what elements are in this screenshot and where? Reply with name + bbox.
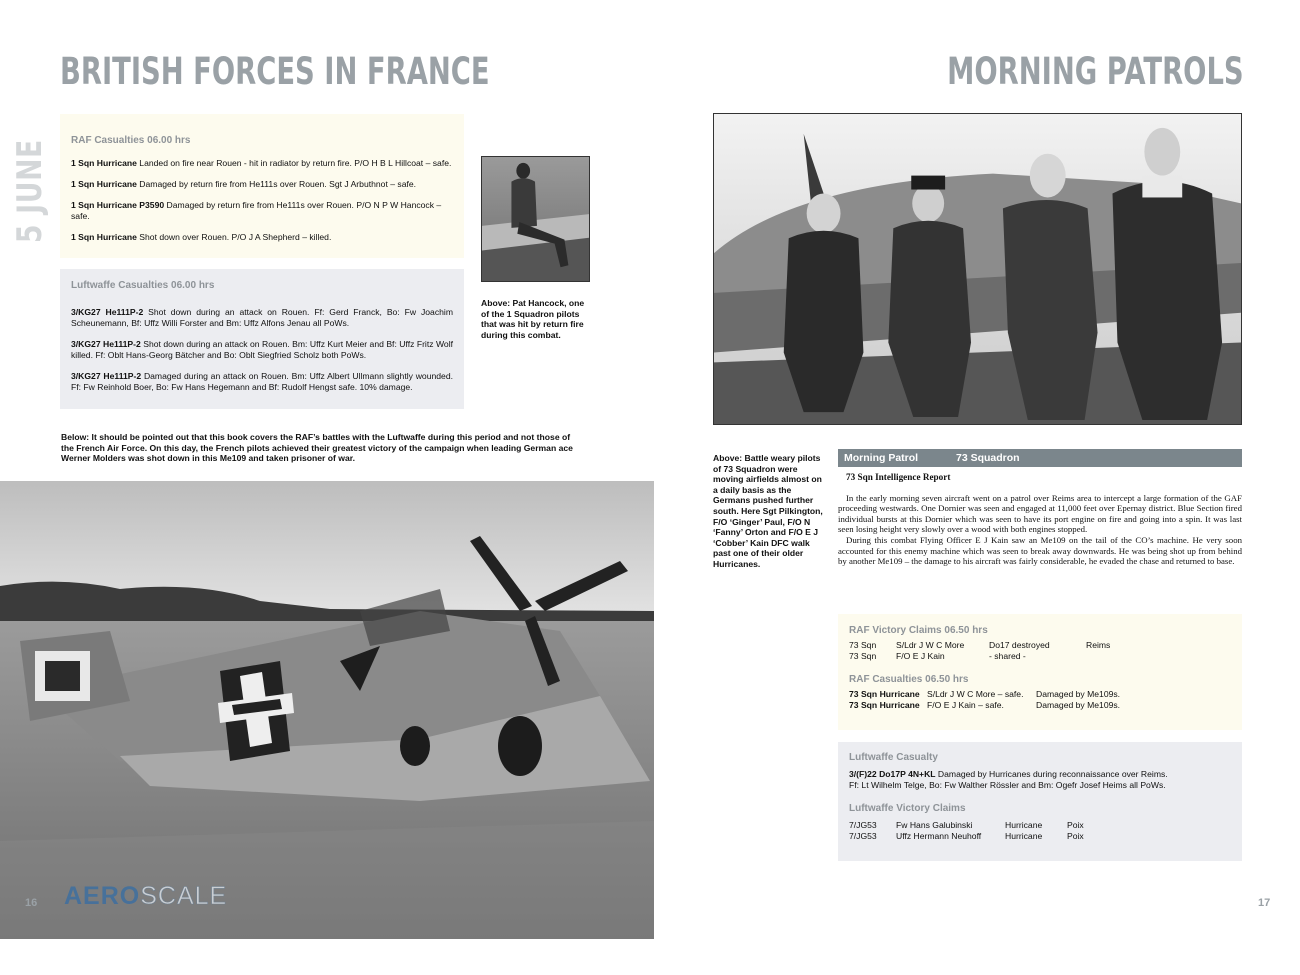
box-title: RAF Casualties 06.50 hrs (849, 674, 969, 685)
luftwaffe-casualty-entry: 3/(F)22 Do17P 4N+KL Damaged by Hurricanes during reconnaissance over Reims. (849, 769, 1168, 779)
photo-me109-image (0, 481, 654, 939)
photo-me109 (0, 481, 654, 939)
watermark-part-b: SCALE (140, 882, 228, 910)
page-title-left: BRITISH FORCES IN FRANCE (60, 50, 490, 93)
box-title: Luftwaffe Casualties 06.00 hrs (71, 280, 215, 291)
report-title: 73 Sqn Intelligence Report (846, 472, 951, 482)
casualty-entry: 3/KG27 He111P-2 Shot down during an attack on Rouen. Ff: Gerd Franck, Bo: Fw Joachim Scheunemann, Bf: Uffz Willi Forster and Bm: Uffz Alfons Jenau all PoWs. (71, 307, 453, 328)
caption-hancock: Above: Pat Hancock, one of the 1 Squadron pilots that was hit by return fire during this combat. (481, 298, 585, 340)
victory-row: 7/JG53 Uffz Hermann Neuhoff Hurricane Poix (849, 831, 1084, 841)
report-header-right: 73 Squadron (956, 452, 1020, 464)
watermark-part-a: AERO (64, 882, 141, 910)
victory-row: 73 Sqn F/O E J Kain - shared - (849, 651, 1026, 661)
caption-pilots: Above: Battle weary pilots of 73 Squadron were moving airfields almost on a daily basis as the Germans pushed further south. Here Sgt Pilkington, F/O ‘Ginger’ Paul, F/O N ‘Fanny’ Orton and F/O E J ‘Cobber’ Kain DFC walk past one of their older Hurricanes. (713, 453, 823, 569)
aeroscale-watermark (64, 882, 227, 911)
raf-victory-box (838, 614, 1242, 730)
photo-pat-hancock-image (482, 157, 589, 281)
luftwaffe-casualties-box (60, 269, 464, 409)
luftwaffe-casualty-crew: Ff: Lt Wilhelm Telge, Bo: Fw Walther Rössler and Bm: Ogefr Josef Heims all PoWs. (849, 780, 1166, 790)
page-number-right: 17 (1258, 897, 1271, 909)
casualty-entry: 1 Sqn Hurricane Landed on fire near Rouen - hit in radiator by return fire. P/O H B L Hillcoat – safe. (71, 158, 452, 168)
report-paragraph: In the early morning seven aircraft went on a patrol over Reims area to intercept a large formation of the GAF proceeding westwards. One Dornier was seen and engaged at 11,000 feet over Epernay district. Blue Section fired individual bursts at this Dornier which was seen to have its port engine on fire and going into a spin. It was last seen losing height very slowly over a wood with both engines stopped. (838, 492, 1242, 535)
casualty-entry: 1 Sqn Hurricane Damaged by return fire from He111s over Rouen. Sgt J Arbuthnot – safe. (71, 179, 417, 189)
casualty-entry: 3/KG27 He111P-2 Damaged during an attack on Rouen. Bm: Uffz Albert Ullmann slightly wounded. Ff: Fw Reinhold Boer, Bo: Fw Hans Hegemann and Bf: Rudolf Hengst safe. 10% damage. (71, 371, 453, 392)
casualty-entry: 3/KG27 He111P-2 Shot down during an attack on Rouen. Bm: Uffz Kurt Meier and Bf: Uffz Fritz Wolf killed. Ff: Oblt Hans-Georg Bätcher and Bo: Oblt Siegfried Scholz both PoWs. (71, 339, 453, 360)
raf-casualties-box (60, 114, 464, 258)
report-header-left: Morning Patrol (844, 452, 919, 464)
box-title: RAF Casualties 06.00 hrs (71, 135, 191, 146)
caption-me109: Below: It should be pointed out that this book covers the RAF’s battles with the Luftwaffe during this period and not those of the French Air Force. On this day, the French pilots achieved their greatest victory of the campaign when leading German ace Werner Molders was shot down in this Me109 and taken prisoner of war. (61, 432, 573, 464)
casualty-entry: 1 Sqn Hurricane P3590 Damaged by return fire from He111s over Rouen. P/O N P W Hancock – safe. (71, 200, 442, 221)
photo-73-squadron-pilots (713, 113, 1242, 425)
report-header (838, 449, 1242, 467)
intelligence-report (838, 472, 1242, 567)
box-title: Luftwaffe Victory Claims (849, 803, 966, 814)
luftwaffe-casualty-box (838, 742, 1242, 861)
victory-row: 7/JG53 Fw Hans Galubinski Hurricane Poix (849, 820, 1084, 830)
casualty-row: 73 Sqn Hurricane F/O E J Kain – safe. Damaged by Me109s. (849, 700, 1121, 710)
box-title: RAF Victory Claims 06.50 hrs (849, 625, 988, 636)
casualty-row: 73 Sqn Hurricane S/Ldr J W C More – safe. Damaged by Me109s. (849, 689, 1121, 699)
victory-row: 73 Sqn S/Ldr J W C More Do17 destroyed Reims (849, 640, 1111, 650)
photo-pat-hancock (481, 156, 590, 282)
box-title: Luftwaffe Casualty (849, 752, 938, 763)
page-number-left: 16 (25, 897, 38, 909)
page-title-right: MORNING PATROLS (947, 50, 1244, 93)
date-label: 5 JUNE (10, 138, 50, 243)
photo-73-squadron-pilots-image (714, 114, 1241, 424)
report-paragraph: During this combat Flying Officer E J Kain saw an Me109 on the tail of the CO’s machine. He very soon accounted for this enemy machine which was seen to break away downwards. He was being shot up from behind by another Me109 – the damage to his aircraft was fairly considerable, he evaded the chase and returned to base. (838, 534, 1242, 567)
casualty-entry: 1 Sqn Hurricane Shot down over Rouen. P/O J A Shepherd – killed. (71, 232, 332, 242)
